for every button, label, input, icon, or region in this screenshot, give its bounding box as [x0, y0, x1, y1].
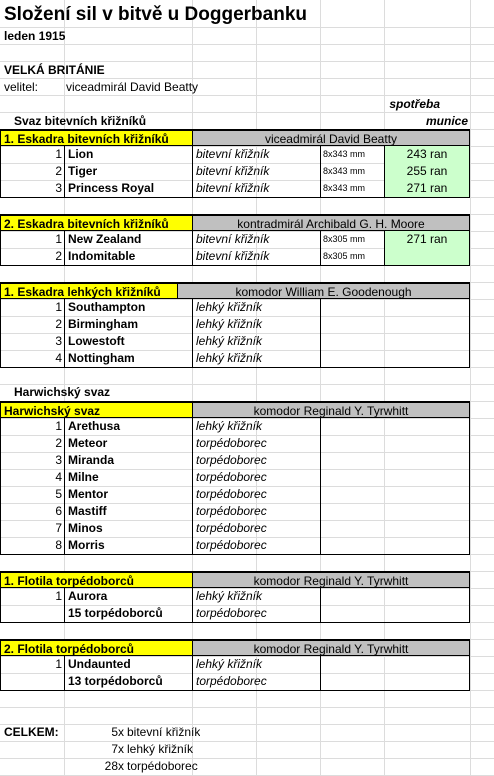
ship-name: Morris — [64, 537, 192, 554]
squadron-name: 1. Eskadra lehkých křižníků — [0, 282, 177, 299]
section-bottom-border — [0, 367, 470, 368]
total-label: CELKEM: — [4, 725, 59, 739]
header-spotreba: spotřeba — [389, 97, 440, 111]
section-bottom-border — [0, 197, 470, 198]
ship-name: Indomitable — [64, 248, 192, 265]
nation-heading: VELKÁ BRITÁNIE — [4, 63, 105, 77]
commander-label: velitel: — [4, 80, 39, 94]
total-type: lehký křižník — [127, 742, 194, 756]
ship-type: lehký křižník — [192, 418, 320, 435]
ship-number: 2 — [0, 248, 64, 265]
ship-name: Arethusa — [64, 418, 192, 435]
date-subtitle: leden 1915 — [4, 29, 66, 43]
ship-name: 13 torpédoborců — [64, 673, 192, 690]
ship-number — [0, 605, 64, 622]
ship-number: 1 — [0, 656, 64, 673]
ship-blank — [320, 316, 470, 333]
ship-number: 7 — [0, 520, 64, 537]
ship-guns: 8x305 mm — [320, 248, 384, 265]
group-heading-harwich: Harwichský svaz — [14, 385, 111, 399]
gridline — [0, 707, 494, 708]
ship-number: 1 — [0, 418, 64, 435]
ship-number: 1 — [0, 588, 64, 605]
ship-blank — [320, 333, 470, 350]
ship-name: Southampton — [64, 299, 192, 316]
squadron-commander: viceadmirál David Beatty — [192, 129, 470, 146]
ship-type: lehký křižník — [192, 333, 320, 350]
ship-type: bitevní křižník — [192, 146, 320, 163]
ship-name: Meteor — [64, 435, 192, 452]
ship-name: 15 torpédoborců — [64, 605, 192, 622]
ship-ammo: 271 ran — [384, 231, 470, 248]
ship-ammo — [384, 248, 470, 265]
ship-guns: 8x343 mm — [320, 163, 384, 180]
ship-type: bitevní křižník — [192, 163, 320, 180]
ship-number: 8 — [0, 537, 64, 554]
ship-blank — [320, 486, 470, 503]
ship-type: torpédoborec — [192, 486, 320, 503]
ship-number — [0, 673, 64, 690]
total-type: torpédoborec — [127, 759, 198, 773]
ship-blank — [320, 452, 470, 469]
ship-type: torpédoborec — [192, 503, 320, 520]
ship-type: torpédoborec — [192, 469, 320, 486]
ship-type: torpédoborec — [192, 605, 320, 622]
section-bottom-border — [0, 622, 470, 623]
ship-name: Lion — [64, 146, 192, 163]
ship-blank — [320, 418, 470, 435]
ship-blank — [320, 605, 470, 622]
ship-number: 6 — [0, 503, 64, 520]
ship-ammo: 271 ran — [384, 180, 470, 197]
ship-ammo: 255 ran — [384, 163, 470, 180]
page-title: Složení sil v bitvě u Doggerbanku — [4, 4, 307, 25]
ship-type: torpédoborec — [192, 673, 320, 690]
squadron-commander: komodor Reginald Y. Tyrwhitt — [192, 401, 470, 418]
ship-blank — [320, 435, 470, 452]
ship-type: bitevní křižník — [192, 231, 320, 248]
ship-number: 2 — [0, 435, 64, 452]
total-count: 5x — [111, 725, 124, 739]
ship-number: 4 — [0, 469, 64, 486]
commander-name: viceadmirál David Beatty — [66, 80, 199, 94]
ship-blank — [320, 537, 470, 554]
ship-number: 2 — [0, 163, 64, 180]
ship-blank — [320, 299, 470, 316]
ship-number: 1 — [0, 231, 64, 248]
squadron-name: Harwichský svaz — [0, 401, 192, 418]
ship-type: lehký křižník — [192, 350, 320, 367]
squadron-name: 1. Flotila torpédoborců — [0, 571, 192, 588]
ship-name: Aurora — [64, 588, 192, 605]
gridline — [0, 44, 494, 45]
ship-number: 5 — [0, 486, 64, 503]
ship-ammo: 243 ran — [384, 146, 470, 163]
ship-name: Minos — [64, 520, 192, 537]
ship-type: lehký křižník — [192, 656, 320, 673]
ship-type: torpédoborec — [192, 537, 320, 554]
header-munice: munice — [425, 114, 468, 128]
ship-name: Tiger — [64, 163, 192, 180]
section-bottom-border — [0, 690, 470, 691]
section-bottom-border — [0, 554, 470, 555]
squadron-commander: kontradmirál Archibald G. H. Moore — [192, 214, 470, 231]
ship-number: 1 — [0, 146, 64, 163]
ship-blank — [320, 673, 470, 690]
squadron-name: 1. Eskadra bitevních křižníků — [0, 129, 192, 146]
ship-name: Princess Royal — [64, 180, 192, 197]
ship-name: Mentor — [64, 486, 192, 503]
ship-guns: 8x343 mm — [320, 180, 384, 197]
total-count: 28x — [104, 759, 124, 773]
group-heading-main: Svaz bitevních křižníků — [14, 114, 147, 128]
ship-number: 4 — [0, 350, 64, 367]
ship-blank — [320, 656, 470, 673]
ship-number: 3 — [0, 180, 64, 197]
ship-name: Mastiff — [64, 503, 192, 520]
ship-blank — [320, 503, 470, 520]
squadron-commander: komodor Reginald Y. Tyrwhitt — [192, 571, 470, 588]
total-count: 7x — [111, 742, 124, 756]
ship-number: 3 — [0, 452, 64, 469]
ship-type: lehký křižník — [192, 316, 320, 333]
ship-type: bitevní křižník — [192, 248, 320, 265]
section-bottom-border — [0, 265, 470, 266]
ship-blank — [320, 350, 470, 367]
ship-blank — [320, 588, 470, 605]
ship-blank — [320, 469, 470, 486]
total-type: bitevní křižník — [127, 725, 201, 739]
ship-number: 1 — [0, 299, 64, 316]
ship-name: New Zealand — [64, 231, 192, 248]
ship-number: 2 — [0, 316, 64, 333]
ship-guns: 8x305 mm — [320, 231, 384, 248]
ship-name: Miranda — [64, 452, 192, 469]
ship-name: Milne — [64, 469, 192, 486]
squadron-name: 2. Flotila torpédoborců — [0, 639, 192, 656]
ship-type: bitevní křižník — [192, 180, 320, 197]
ship-guns: 8x343 mm — [320, 146, 384, 163]
ship-number: 3 — [0, 333, 64, 350]
ship-type: torpédoborec — [192, 520, 320, 537]
gridline — [470, 0, 471, 776]
ship-type: lehký křižník — [192, 588, 320, 605]
ship-blank — [320, 520, 470, 537]
squadron-name: 2. Eskadra bitevních křižníků — [0, 214, 192, 231]
ship-type: lehký křižník — [192, 299, 320, 316]
squadron-commander: komodor William E. Goodenough — [177, 282, 470, 299]
ship-type: torpédoborec — [192, 435, 320, 452]
ship-type: torpédoborec — [192, 452, 320, 469]
ship-name: Lowestoft — [64, 333, 192, 350]
ship-name: Nottingham — [64, 350, 192, 367]
ship-name: Birmingham — [64, 316, 192, 333]
ship-name: Undaunted — [64, 656, 192, 673]
squadron-commander: komodor Reginald Y. Tyrwhitt — [192, 639, 470, 656]
